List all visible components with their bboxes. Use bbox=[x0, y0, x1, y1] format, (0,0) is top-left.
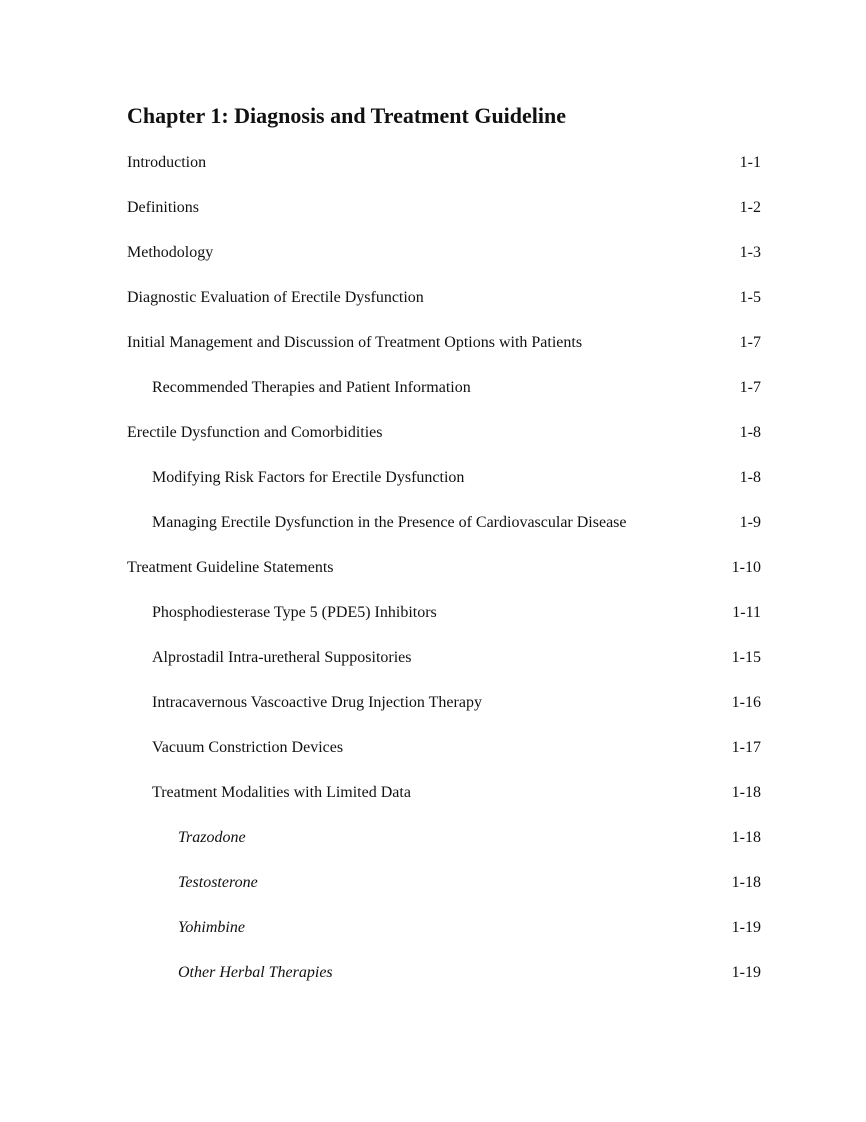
toc-page-number: 1-16 bbox=[731, 694, 761, 711]
toc-page-number: 1-7 bbox=[739, 379, 761, 396]
toc-page-number: 1-8 bbox=[739, 424, 761, 441]
toc-entry[interactable] bbox=[127, 240, 761, 285]
toc-entry-label: Other Herbal Therapies bbox=[178, 964, 333, 981]
toc-entry[interactable] bbox=[127, 915, 761, 960]
toc-page-number: 1-1 bbox=[739, 154, 761, 171]
toc-entry-label: Treatment Guideline Statements bbox=[127, 559, 334, 576]
toc-entry-label: Initial Management and Discussion of Treatment Options with Patients bbox=[127, 334, 583, 351]
toc-page-number: 1-9 bbox=[739, 514, 761, 531]
toc-entry-label: Yohimbine bbox=[178, 919, 245, 936]
toc-entry[interactable] bbox=[127, 420, 761, 465]
toc-entry[interactable] bbox=[127, 600, 761, 645]
chapter-title: Chapter 1: Diagnosis and Treatment Guideline bbox=[127, 103, 567, 128]
toc-page-number: 1-19 bbox=[731, 919, 761, 936]
toc-entry[interactable] bbox=[127, 555, 761, 600]
toc-entry[interactable] bbox=[127, 375, 761, 420]
toc-page-number: 1-10 bbox=[731, 559, 761, 576]
toc-entry[interactable] bbox=[127, 960, 761, 1005]
toc-entry[interactable] bbox=[127, 195, 761, 240]
toc-entry[interactable] bbox=[127, 645, 761, 690]
toc-entry-label: Alprostadil Intra-uretheral Suppositories bbox=[152, 649, 412, 666]
toc-page-number: 1-18 bbox=[731, 874, 761, 891]
toc-entry-label: Introduction bbox=[127, 154, 207, 171]
toc-entry-label: Methodology bbox=[127, 244, 214, 261]
toc-page-number: 1-11 bbox=[732, 604, 761, 621]
toc-entry-label: Vacuum Constriction Devices bbox=[152, 739, 344, 756]
toc-entry[interactable] bbox=[127, 510, 761, 555]
toc-entry-label: Intracavernous Vascoactive Drug Injection Therapy bbox=[152, 694, 482, 711]
toc-page-number: 1-18 bbox=[731, 829, 761, 846]
toc-page-number: 1-17 bbox=[731, 739, 761, 756]
toc-page-number: 1-8 bbox=[739, 469, 761, 486]
toc-entry[interactable] bbox=[127, 735, 761, 780]
toc-entry[interactable] bbox=[127, 780, 761, 825]
toc-entry-label: Phosphodiesterase Type 5 (PDE5) Inhibitors bbox=[152, 604, 437, 621]
toc-entry-label: Trazodone bbox=[178, 829, 246, 846]
toc-entry-label: Treatment Modalities with Limited Data bbox=[152, 784, 411, 801]
toc-page-number: 1-5 bbox=[739, 289, 761, 306]
toc-page-number: 1-19 bbox=[731, 964, 761, 981]
toc-page-number: 1-2 bbox=[739, 199, 761, 216]
toc-entry-label: Modifying Risk Factors for Erectile Dysfunction bbox=[152, 469, 465, 486]
toc-entry-label: Testosterone bbox=[178, 874, 258, 891]
toc-entry[interactable] bbox=[127, 150, 761, 195]
toc-page-number: 1-18 bbox=[731, 784, 761, 801]
toc-page-number: 1-3 bbox=[739, 244, 761, 261]
toc-entry[interactable] bbox=[127, 870, 761, 915]
toc-entry-label: Erectile Dysfunction and Comorbidities bbox=[127, 424, 383, 441]
table-of-contents bbox=[127, 150, 761, 1005]
toc-entry-label: Diagnostic Evaluation of Erectile Dysfunction bbox=[127, 289, 424, 306]
toc-entry[interactable] bbox=[127, 330, 761, 375]
toc-entry[interactable] bbox=[127, 825, 761, 870]
toc-page-number: 1-7 bbox=[739, 334, 761, 351]
toc-entry[interactable] bbox=[127, 465, 761, 510]
toc-entry-label: Recommended Therapies and Patient Information bbox=[152, 379, 471, 396]
toc-entry[interactable] bbox=[127, 690, 761, 735]
toc-entry[interactable] bbox=[127, 285, 761, 330]
toc-entry-label: Managing Erectile Dysfunction in the Presence of Cardiovascular Disease bbox=[152, 514, 627, 531]
toc-page-number: 1-15 bbox=[731, 649, 761, 666]
toc-entry-label: Definitions bbox=[127, 199, 199, 216]
